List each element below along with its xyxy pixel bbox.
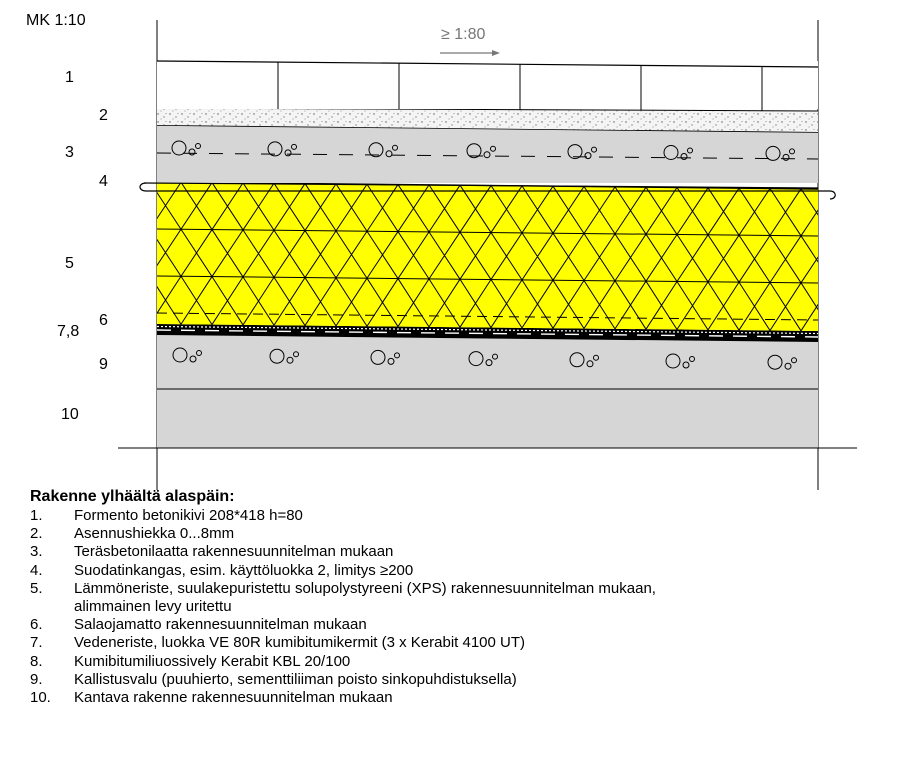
legend-item: 7. Vedeneriste, luokka VE 80R kumibitumikermit (3 x Kerabit 4100 UT)	[30, 634, 526, 652]
legend-item: 10. Kantava rakenne rakennesuunnitelman mukaan	[30, 689, 393, 707]
slope-label: ≥ 1:80	[441, 26, 486, 43]
legend-item: 6. Salaojamatto rakennesuunnitelman mukaan	[30, 616, 367, 634]
layer-label-5: 5	[65, 255, 74, 272]
legend-item: 1. Formento betonikivi 208*418 h=80	[30, 507, 303, 524]
layer-3-concrete-slab	[157, 125, 818, 183]
layer-label-78: 7,8	[57, 323, 80, 340]
legend-item: 9. Kallistusvalu (puuhierto, sementtiliiman poisto sinkopuhdistuksella)	[30, 670, 517, 688]
legend-title: Rakenne ylhäältä alaspäin:	[30, 488, 235, 505]
layer-label-9: 9	[99, 356, 108, 373]
layer-1-paving-stones	[157, 61, 818, 109]
layer-label-3: 3	[65, 144, 74, 161]
legend	[30, 487, 900, 707]
legend-item: 8. Kumibitumiliuossively Kerabit KBL 20/100	[30, 652, 351, 670]
layer-label-6: 6	[99, 312, 108, 329]
legend-item: alimmainen levy uritettu	[74, 598, 232, 616]
legend-item: 4. Suodatinkangas, esim. käyttöluokka 2, limitys ≥200	[30, 561, 414, 579]
layer-label-2: 2	[99, 107, 108, 124]
scale-label: MK 1:10	[26, 12, 86, 29]
layer-9-slope-cast	[157, 335, 818, 389]
layer-label-4: 4	[99, 173, 108, 190]
layer-label-10: 10	[61, 406, 79, 423]
legend-item: 2. Asennushiekka 0...8mm	[30, 525, 235, 543]
layer-10-bearing-structure	[157, 389, 818, 448]
legend-item: 3. Teräsbetonilaatta rakennesuunnitelman mukaan	[30, 543, 394, 561]
slope-arrowhead	[492, 50, 500, 56]
layer-label-1: 1	[65, 69, 74, 86]
legend-item: 5. Lämmöneriste, suulakepuristettu solupolystyreeni (XPS) rakennesuunnitelman mukaan,	[30, 579, 656, 597]
